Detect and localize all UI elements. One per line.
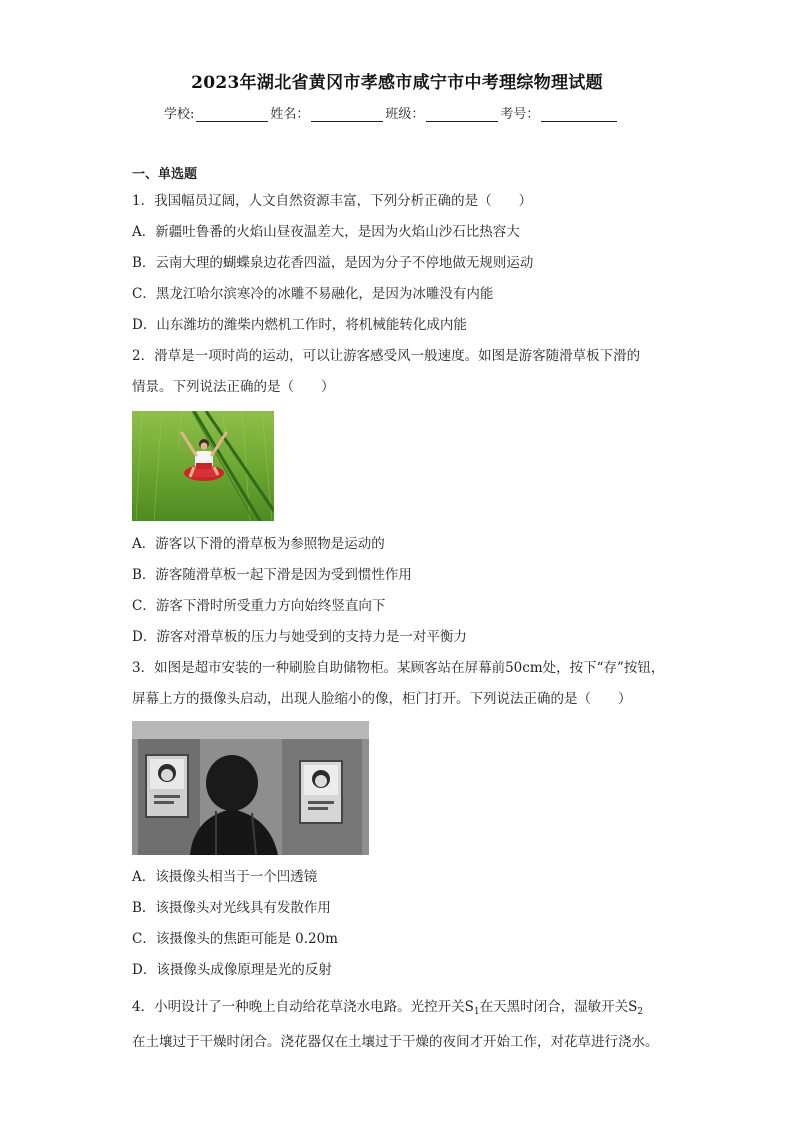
name-label: 姓名： — [270, 107, 310, 122]
number-label: 考号： — [500, 107, 540, 122]
class-blank[interactable] — [426, 108, 498, 122]
number-blank[interactable] — [541, 108, 617, 122]
s1-subscript: 1 — [473, 1007, 480, 1017]
q3-option-c: C．该摄像头的焦距可能是 0.20m — [132, 931, 338, 947]
question-4-stem-line1 — [132, 998, 643, 1016]
question-4-stem-line2: 在土壤过于干燥时闭合。浇花器仅在土壤过于干燥的夜间才开始工作，对花草进行浇水。 — [132, 1034, 659, 1050]
question-1-stem: 1．我国幅员辽阔，人文自然资源丰富，下列分析正确的是（ ） — [132, 193, 533, 209]
q2-option-d: D．游客对滑草板的压力与她受到的支持力是一对平衡力 — [132, 629, 467, 645]
page-title: 2023年湖北省黄冈市孝感市咸宁市中考理综物理试题 — [191, 73, 603, 93]
question-2-stem-line2: 情景。下列说法正确的是（ ） — [132, 379, 335, 395]
s2-subscript: 2 — [637, 1007, 644, 1017]
school-blank[interactable] — [196, 108, 268, 122]
question-3-stem-line1: 3．如图是超市安装的一种刷脸自助储物柜。某顾客站在屏幕前50cm处，按下“存”按钮， — [132, 660, 665, 676]
q1-option-d: D．山东潍坊的潍柴内燃机工作时，将机械能转化成内能 — [132, 317, 467, 333]
q3-option-b: B．该摄像头对光线具有发散作用 — [132, 900, 331, 916]
q4-text-b: 在天黑时闭合，湿敏开关S — [479, 999, 638, 1015]
q1-option-c: C．黑龙江哈尔滨寒冷的冰雕不易融化，是因为冰雕没有内能 — [132, 286, 494, 302]
q3-option-a: A．该摄像头相当于一个凹透镜 — [132, 869, 318, 885]
q2-option-c: C．游客下滑时所受重力方向始终竖直向下 — [132, 598, 386, 614]
q1-option-b: B．云南大理的蝴蝶泉边花香四溢，是因为分子不停地做无规则运动 — [132, 255, 534, 271]
student-info-row — [164, 103, 619, 122]
school-label: 学校: — [164, 107, 195, 122]
name-blank[interactable] — [311, 108, 383, 122]
q3-option-d: D．该摄像头成像原理是光的反射 — [132, 962, 332, 978]
grass-sliding-photo — [132, 411, 274, 521]
class-label: 班级： — [385, 107, 425, 122]
q2-option-a: A．游客以下滑的滑草板为参照物是运动的 — [132, 536, 385, 552]
q2-option-b: B．游客随滑草板一起下滑是因为受到惯性作用 — [132, 567, 412, 583]
locker-photo — [132, 721, 369, 855]
q4-text-a: 4．小明设计了一种晚上自动给花草浇水电路。光控开关S — [132, 999, 474, 1015]
q1-option-a: A．新疆吐鲁番的火焰山昼夜温差大，是因为火焰山沙石比热容大 — [132, 224, 520, 240]
section-heading: 一、单选题 — [132, 167, 198, 182]
question-2-stem-line1: 2．滑草是一项时尚的运动，可以让游客感受风一般速度。如图是游客随滑草板下滑的 — [132, 348, 641, 364]
question-3-stem-line2: 屏幕上方的摄像头启动，出现人脸缩小的像，柜门打开。下列说法正确的是（ ） — [132, 691, 632, 707]
